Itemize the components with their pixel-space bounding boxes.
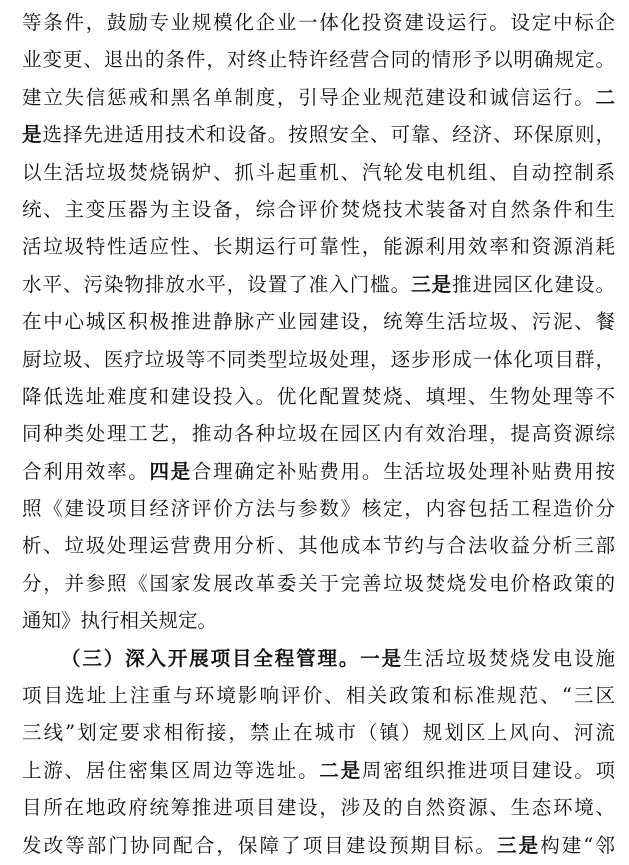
body-text: 通知》执行相关规定。 — [22, 609, 218, 633]
body-text: 合利用效率。 — [22, 459, 150, 483]
bold-text: 三是 — [411, 272, 453, 296]
body-text: 合理确定补贴费用。生活垃圾处理补贴费用按 — [191, 459, 615, 483]
text-line — [22, 378, 615, 415]
body-text: 三线”划定要求相衔接，禁止在城市（镇）规划区上风向、河流 — [22, 721, 615, 745]
text-line — [22, 827, 615, 864]
body-text: 项目选址上注重与环境影响评价、相关政策和标准规范、“三区 — [22, 684, 615, 708]
body-text: 等条件，鼓励专业规模化企业一体化投资建设运行。设定中标企 — [22, 11, 615, 34]
text-line — [22, 79, 615, 116]
body-text: 建立失信惩戒和黑名单制度，引导企业规范建设和诚信运行。 — [22, 85, 596, 109]
bold-text: 是 — [22, 123, 43, 147]
text-line — [22, 677, 615, 714]
bold-text: （三）深入开展项目全程管理。 — [61, 646, 361, 670]
body-text: 构建“邻 — [540, 833, 615, 857]
bold-text: 三是 — [497, 833, 541, 857]
bold-text: 一是 — [360, 646, 404, 670]
body-text: 析、垃圾处理运营费用分析、其他成本节约与合法收益分析三部 — [22, 534, 615, 558]
text-line — [22, 116, 615, 153]
text-line — [22, 714, 615, 751]
body-text: 水平、污染物排放水平，设置了准入门槛。 — [22, 272, 412, 296]
text-line — [22, 341, 615, 378]
body-text: 在中心城区积极推进静脉产业园建设，统筹生活垃圾、污泥、餐 — [22, 310, 615, 334]
body-text: 上游、居住密集区周边等选址。 — [22, 758, 320, 782]
body-text: 周密组织推进项目建设。项 — [361, 758, 615, 782]
text-line — [22, 789, 615, 826]
body-text: 生活垃圾焚烧发电设施 — [403, 646, 615, 670]
body-text: 以生活垃圾焚烧锅炉、抓斗起重机、汽轮发电机组、自动控制系 — [22, 160, 615, 184]
text-line — [22, 640, 615, 677]
bold-text: 二是 — [319, 758, 362, 782]
text-line — [22, 4, 615, 41]
body-text: 统、主变压器为主设备，综合评价焚烧技术装备对自然条件和生 — [22, 197, 615, 221]
text-line — [22, 415, 615, 452]
bold-text: 四是 — [149, 459, 192, 483]
text-line — [22, 453, 615, 490]
text-line — [22, 490, 615, 527]
text-line — [22, 228, 615, 265]
text-line — [22, 527, 615, 564]
text-line — [22, 41, 615, 78]
body-text: 同种类处理工艺，推动各种垃圾在园区内有效治理，提高资源综 — [22, 422, 615, 446]
body-text: 活垃圾特性适应性、长期运行可靠性，能源利用效率和资源消耗 — [22, 235, 615, 259]
body-text: 推进园区化建设。 — [452, 272, 615, 296]
text-line — [22, 266, 615, 303]
bold-text: 二 — [595, 85, 615, 109]
text-line — [22, 602, 615, 639]
body-text: 业变更、退出的条件，对终止特许经营合同的情形予以明确规定。 — [22, 48, 615, 72]
text-line — [22, 154, 615, 191]
body-text: 降低选址难度和建设投入。优化配置焚烧、填埋、生物处理等不 — [22, 384, 615, 408]
body-text: 分，并参照《国家发展改革委关于完善垃圾焚烧发电价格政策的 — [22, 571, 615, 595]
body-text: 发改等部门协同配合，保障了项目建设预期目标。 — [22, 833, 498, 857]
text-line — [22, 752, 615, 789]
body-text: 选择先进适用技术和设备。按照安全、可靠、经济、环保原则， — [42, 123, 615, 147]
text-line — [22, 303, 615, 340]
body-text: 厨垃圾、医疗垃圾等不同类型垃圾处理，逐步形成一体化项目群， — [22, 347, 615, 371]
text-line — [22, 191, 615, 228]
body-text: 照《建设项目经济评价方法与参数》核定，内容包括工程造价分 — [22, 497, 615, 521]
text-line — [22, 565, 615, 602]
body-text: 目所在地政府统筹推进项目建设，涉及的自然资源、生态环境、 — [22, 796, 615, 820]
